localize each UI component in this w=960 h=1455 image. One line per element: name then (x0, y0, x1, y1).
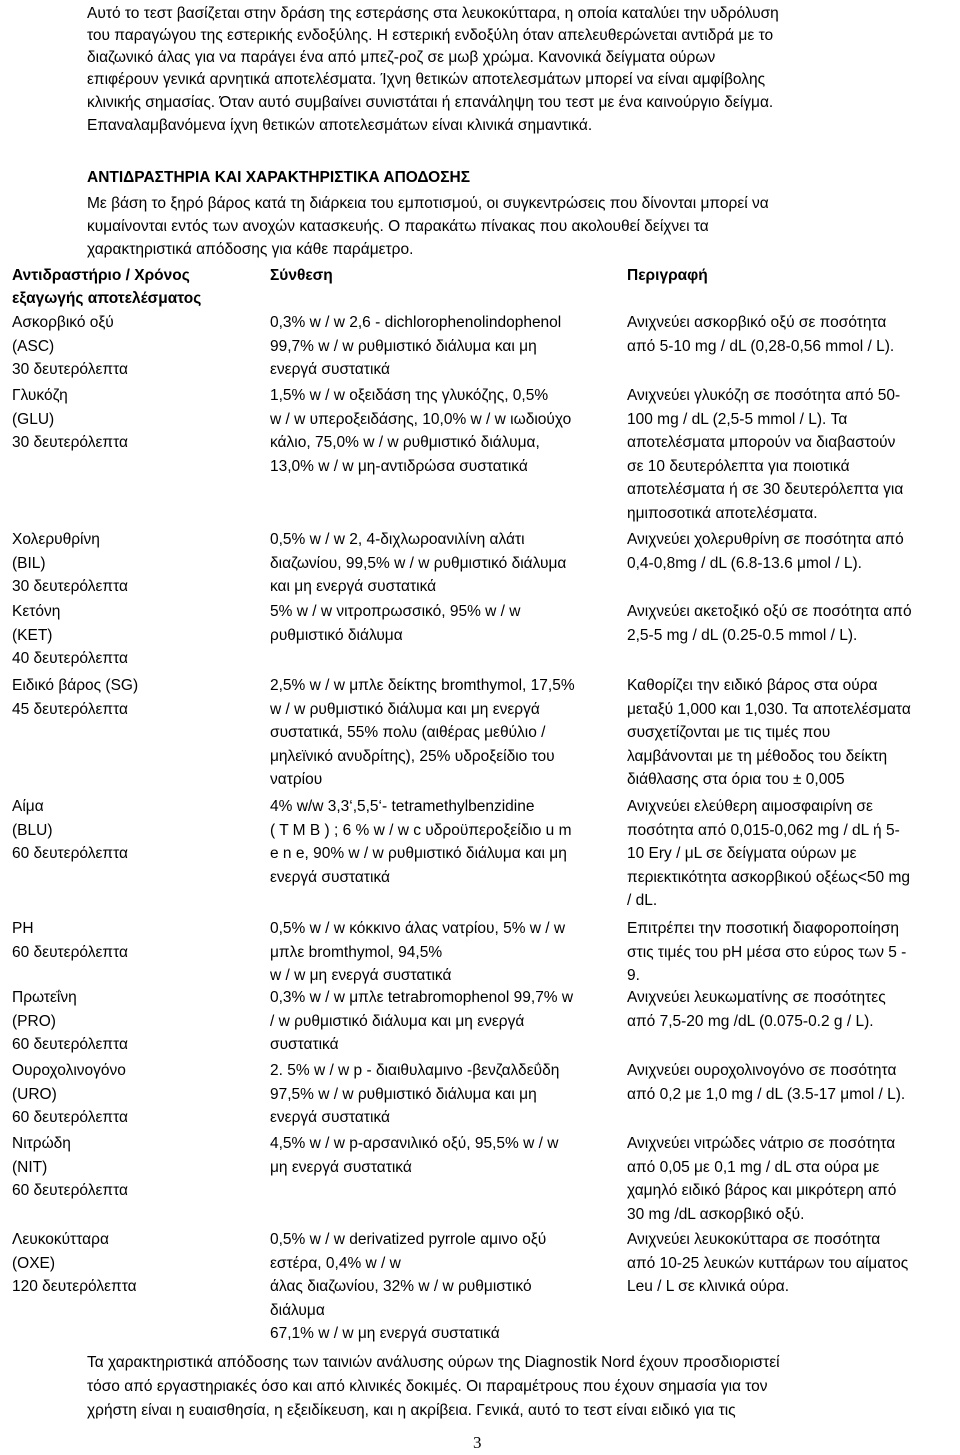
table-cell-composition: / w ρυθμιστικό διάλυμα και μη ενεργά (270, 1012, 525, 1030)
table-cell-composition: w / w ρυθμιστικό διάλυμα και μη ενεργά (270, 700, 540, 718)
table-cell-composition: 5% w / w νιτροπρωσσικό, 95% w / w (270, 603, 521, 620)
table-cell-composition: συστατικά, 55% πολυ (αιθέρας μεθύλιο / (270, 724, 546, 742)
table-cell-description: Επιτρέπει την ποσοτική διαφοροποίηση (627, 920, 900, 937)
intro-line: Επαναλαμβανόμενα ίχνη θετικών αποτελεσμάτων είναι κλινικά σημαντικά. (87, 117, 593, 134)
footer-line: χρήστη είναι η ευαισθησία, η εξειδίκευση, και η ακρίβεια. Γενικά, αυτό το τεστ είναι ειδικό για τις (87, 1402, 736, 1419)
table-cell-reagent: Αίμα (12, 798, 44, 815)
table-cell-reagent: 30 δευτερόλεπτα (12, 361, 128, 379)
table-cell-description: 9. (627, 967, 640, 985)
section-line: Με βάση το ξηρό βάρος κατά τη διάρκεια του εμποτισμού, οι συγκεντρώσεις που δίνονται μπορεί να (87, 195, 769, 212)
table-cell-reagent: (NIT) (12, 1158, 48, 1176)
section-line: κυμαίνονται εντός των ανοχών κατασκευής. Ο παρακάτω πίνακας που ακολουθεί δείχνει τα (87, 218, 709, 235)
table-cell-composition: 0,5% w / w 2, 4-διχλωροανιλίνη αλάτι (270, 531, 525, 548)
table-cell-description: Ανιχνεύει λευκωματίνης σε ποσότητες (627, 989, 886, 1006)
table-cell-reagent: Πρωτεΐνη (12, 989, 77, 1006)
table-cell-description: 30 mg /dL ασκορβικό οξύ. (627, 1205, 805, 1223)
table-cell-description: Καθορίζει την ειδικό βάρος στα ούρα (627, 677, 878, 694)
table-cell-composition: και μη ενεργά συστατικά (270, 578, 437, 596)
table-cell-description: 2,5-5 mg / dL (0.25-0.5 mmol / L). (627, 626, 858, 644)
table-cell-reagent: (KET) (12, 626, 53, 644)
table-cell-composition: διάλυμα (270, 1301, 325, 1319)
section-heading: ΑΝΤΙΔΡΑΣΤΗΡΙΑ ΚΑΙ ΧΑΡΑΚΤΗΡΙΣΤΙΚΑ ΑΠΟΔΟΣΗΣ (87, 169, 471, 186)
table-cell-composition: 4,5% w / w p-αρσανιλικό οξύ, 95,5% w / w (270, 1135, 559, 1152)
table-cell-description: χαμηλό ειδικό βάρος και μικρότερη από (627, 1182, 897, 1200)
table-cell-reagent: 60 δευτερόλεπτα (12, 845, 128, 863)
table-cell-description: ποσότητα από 0,015-0,062 mg / dL ή 5- (627, 821, 900, 839)
table-cell-reagent: (ASC) (12, 337, 55, 355)
table-cell-description: Ανιχνεύει ελεύθερη αιμοσφαιρίνη σε (627, 798, 873, 815)
table-cell-description: 0,4-0,8mg / dL (6.8-13.6 μmol / L). (627, 554, 862, 572)
table-cell-composition: μηλεϊνικό ανυδρίτης), 25% υδροξείδιο του (270, 747, 555, 765)
table-cell-reagent: (GLU) (12, 410, 55, 428)
table-header-reagent: Αντιδραστήριο / Χρόνος (12, 267, 190, 284)
table-cell-description: σε 10 δευτερόλεπτα για ποιοτικά (627, 457, 850, 475)
table-cell-composition: ενεργά συστατικά (270, 1109, 390, 1127)
table-cell-description: αποτελέσματα μπορούν να διαβαστούν (627, 434, 896, 452)
table-cell-reagent: (PRO) (12, 1012, 56, 1030)
table-cell-reagent: 60 δευτερόλεπτα (12, 1036, 128, 1054)
intro-line: επιφέρουν γενικά αρνητικά αποτελέσματα. Ίχνη θετικών αποτελεσμάτων μπορεί να είναι αμφίβολης (87, 71, 766, 88)
table-cell-description: Ανιχνεύει λευκοκύτταρα σε ποσότητα (627, 1231, 881, 1248)
table-cell-composition: άλας διαζωνίου, 32% w / w ρυθμιστικό (270, 1278, 532, 1296)
table-cell-composition: 2. 5% w / w p - διαιθυλαμινο -βενζαλδεΰδη (270, 1062, 560, 1079)
table-cell-reagent: PH (12, 920, 34, 937)
section-line: χαρακτηριστικά απόδοσης για κάθε παράμετρο. (87, 241, 414, 258)
table-cell-composition: e n e, 90% w / w ρυθμιστικό διάλυμα και μη (270, 845, 567, 863)
table-cell-reagent: (BLU) (12, 821, 53, 839)
table-cell-reagent: Ουροχολινογόνο (12, 1062, 126, 1079)
table-cell-composition: 13,0% w / w μη-αντιδρώσα συστατικά (270, 457, 528, 475)
table-cell-composition: διαζωνίου, 99,5% w / w ρυθμιστικό διάλυμα (270, 554, 567, 572)
page-number: 3 (473, 1433, 482, 1452)
table-cell-description: από 0,05 με 0,1 mg / dL στα ούρα με (627, 1158, 880, 1176)
table-cell-description: περιεκτικότητα ασκορβικού οξέως<50 mg (627, 868, 910, 886)
table-cell-composition: ρυθμιστικό διάλυμα (270, 626, 403, 644)
table-cell-description: 10 Ery / μL σε δείγματα ούρων με (627, 845, 857, 863)
table-cell-reagent: (URO) (12, 1085, 57, 1103)
table-cell-description: από 5-10 mg / dL (0,28-0,56 mmol / L). (627, 337, 895, 355)
table-header-description: Περιγραφή (627, 267, 708, 284)
table-cell-reagent: 120 δευτερόλεπτα (12, 1278, 137, 1296)
table-cell-description: από 7,5-20 mg /dL (0.075-0.2 g / L). (627, 1012, 874, 1030)
table-cell-composition: 97,5% w / w ρυθμιστικό διάλυμα και μη (270, 1085, 537, 1103)
table-cell-composition: κάλιο, 75,0% w / w ρυθμιστικό διάλυμα, (270, 434, 540, 452)
table-cell-description: / dL. (627, 892, 658, 910)
table-cell-reagent: (BIL) (12, 554, 46, 572)
table-cell-reagent: 30 δευτερόλεπτα (12, 434, 128, 452)
table-cell-composition: 99,7% w / w ρυθμιστικό διάλυμα και μη (270, 337, 537, 355)
table-cell-composition: μη ενεργά συστατικά (270, 1158, 412, 1176)
intro-line: διαζωνικό άλας για να παράγει ένα από μπεζ-ροζ σε μωβ χρώμα. Κανονικά δείγματα ούρων (87, 49, 716, 66)
table-cell-reagent: 60 δευτερόλεπτα (12, 1182, 128, 1200)
table-cell-reagent: (OXE) (12, 1254, 56, 1272)
table-cell-composition: 1,5% w / w οξειδάση της γλυκόζης, 0,5% (270, 387, 549, 404)
table-cell-description: συσχετίζονται με τις τιμές που (627, 724, 831, 742)
table-cell-reagent: Γλυκόζη (12, 387, 68, 404)
table-cell-reagent: 60 δευτερόλεπτα (12, 1109, 128, 1127)
table-cell-description: Ανιχνεύει ακετοξικό οξύ σε ποσότητα από (627, 603, 912, 620)
table-cell-composition: νατρίου (270, 771, 323, 789)
table-cell-description: ημιποσοτικά αποτελέσματα. (627, 505, 818, 522)
table-cell-description: λαμβάνονται με τη μέθοδος του δείκτη (627, 747, 888, 765)
footer-line: τόσο από εργαστηριακές όσο και από κλινικές δοκιμές. Οι παραμέτρους που έχουν σημασία για τον (87, 1378, 768, 1395)
table-cell-description: Ανιχνεύει χολερυθρίνη σε ποσότητα από (627, 531, 904, 548)
table-cell-composition: 0,3% w / w μπλε tetrabromophenol 99,7% w (270, 989, 574, 1006)
table-cell-description: από 10-25 λευκών κυττάρων του αίματος (627, 1254, 909, 1272)
table-cell-composition: ( T M B ) ; 6 % w / w c υδροϋπεροξείδιο u m (270, 821, 572, 839)
table-cell-description: 100 mg / dL (2,5-5 mmol / L). Τα (627, 410, 848, 428)
table-cell-description: από 0,2 με 1,0 mg / dL (3.5-17 μmol / L). (627, 1085, 906, 1103)
table-cell-reagent: 40 δευτερόλεπτα (12, 650, 128, 668)
table-cell-reagent: Κετόνη (12, 603, 61, 620)
table-cell-reagent: 60 δευτερόλεπτα (12, 943, 128, 961)
intro-line: του παραγώγου της εστερικής ενδοξύλης. Η εστερική ενδοξύλη όταν απελευθερώνεται αντιδρά με το (87, 27, 774, 44)
table-cell-composition: 0,5% w / w derivatized pyrrole αμινο οξύ (270, 1231, 547, 1248)
table-cell-composition: w / w υπεροξειδάσης, 10,0% w / w ιωδιούχο (270, 410, 572, 428)
table-cell-composition: 67,1% w / w μη ενεργά συστατικά (270, 1325, 500, 1343)
table-cell-description: Ανιχνεύει ουροχολινογόνο σε ποσότητα (627, 1062, 897, 1079)
table-header-reagent: εξαγωγής αποτελέσματος (12, 290, 202, 307)
table-cell-composition: 0,3% w / w 2,6 - dichlorophenolindophenol (270, 314, 562, 331)
table-cell-reagent: 45 δευτερόλεπτα (12, 700, 128, 718)
intro-line: Αυτό το τεστ βασίζεται στην δράση της εστεράσης στα λευκοκύτταρα, η οποία καταλύει την υδρόλυση (87, 5, 779, 22)
table-cell-composition: 2,5% w / w μπλε δείκτης bromthymol, 17,5% (270, 677, 575, 694)
table-cell-description: Ανιχνεύει γλυκόζη σε ποσότητα από 50- (627, 387, 901, 404)
table-header-composition: Σύνθεση (270, 267, 333, 284)
table-cell-composition: 0,5% w / w κόκκινο άλας νατρίου, 5% w / w (270, 920, 566, 937)
table-cell-description: Leu / L σε κλινικά ούρα. (627, 1278, 790, 1296)
intro-line: κλινικής σημασίας. Όταν αυτό συμβαίνει συνιστάται ή επανάληψη του τεστ με ένα καινούργιο δείγμα. (87, 94, 774, 111)
table-cell-composition: μπλε bromthymol, 94,5% (270, 943, 443, 961)
table-cell-description: στις τιμές του pH μέσα στο εύρος των 5 - (627, 943, 907, 961)
table-cell-reagent: Ειδικό βάρος (SG) (12, 677, 139, 694)
table-cell-composition: ενεργά συστατικά (270, 868, 390, 886)
table-cell-description: Ανιχνεύει ασκορβικό οξύ σε ποσότητα (627, 314, 887, 331)
table-cell-composition: συστατικά (270, 1036, 339, 1054)
table-cell-description: μεταξύ 1,000 και 1,030. Τα αποτελέσματα (627, 700, 911, 718)
table-cell-composition: ενεργά συστατικά (270, 361, 390, 379)
table-cell-composition: εστέρα, 0,4% w / w (270, 1254, 401, 1272)
table-cell-reagent: Λευκοκύτταρα (12, 1231, 109, 1248)
table-cell-reagent: 30 δευτερόλεπτα (12, 578, 128, 596)
table-cell-description: Ανιχνεύει νιτρώδες νάτριο σε ποσότητα (627, 1135, 896, 1152)
table-cell-description: αποτελέσματα ή σε 30 δευτερόλεπτα για (627, 481, 904, 499)
table-cell-reagent: Νιτρώδη (12, 1135, 71, 1152)
table-cell-composition: 4% w/w 3,3‘,5,5‘- tetramethylbenzidine (270, 798, 535, 815)
table-cell-composition: w / w μη ενεργά συστατικά (270, 967, 452, 985)
table-cell-reagent: Χολερυθρίνη (12, 531, 100, 548)
table-cell-reagent: Ασκορβικό οξύ (12, 314, 114, 331)
footer-line: Τα χαρακτηριστικά απόδοσης των ταινιών ανάλυσης ούρων της Diagnostik Nord έχουν προσδιοριστεί (87, 1354, 780, 1371)
table-cell-description: διάθλασης στα όρια του ± 0,005 (627, 771, 845, 789)
